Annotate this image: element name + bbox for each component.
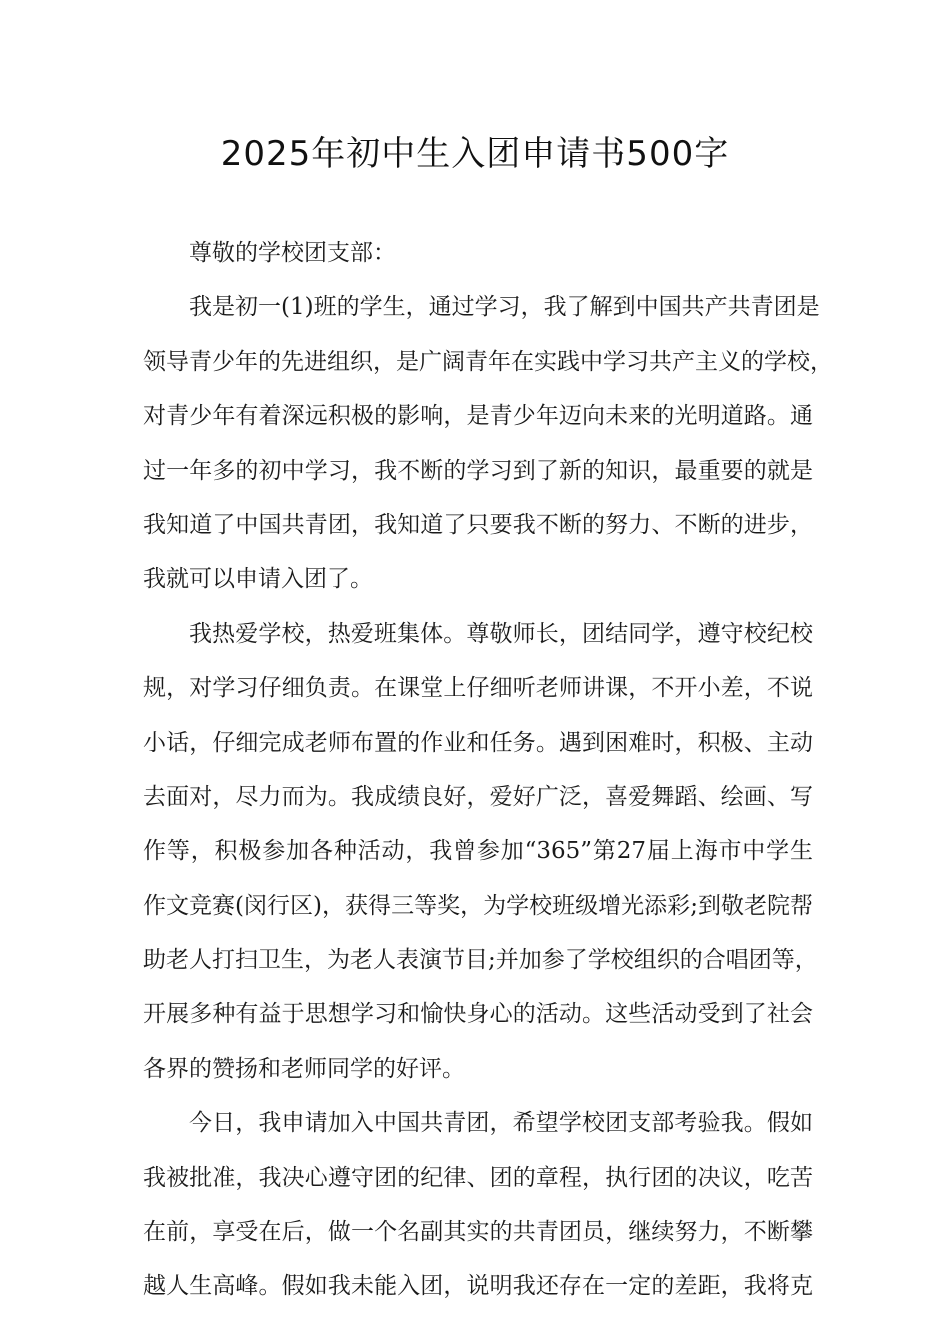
text-line: 作文竞赛(闵行区)，获得三等奖，为学校班级增光添彩;到敬老院帮	[143, 892, 813, 919]
text-line: 领导青少年的先进组织，是广阔青年在实践中学习共产主义的学校，	[143, 348, 833, 375]
text-line: 开展多种有益于思想学习和愉快身心的活动。这些活动受到了社会	[143, 1001, 813, 1028]
document-body	[143, 226, 833, 1314]
text-line: 小话，仔细完成老师布置的作业和任务。遇到困难时，积极、主动	[143, 729, 813, 756]
text-line: 各界的赞扬和老师同学的好评。	[143, 1055, 465, 1082]
paragraph-2	[143, 607, 818, 1097]
text-line: 对青少年有着深远积极的影响，是青少年迈向未来的光明道路。通	[143, 403, 813, 430]
salutation: 尊敬的学校团支部：	[189, 240, 396, 266]
text-line: 我热爱学校，热爱班集体。尊敬师长，团结同学，遵守校纪校	[189, 620, 813, 647]
text-line: 我知道了中国共青团，我知道了只要我不断的努力、不断的进步，	[143, 511, 813, 538]
text-line: 我是初一(1)班的学生，通过学习，我了解到中国共产共青团是	[189, 294, 820, 321]
text-line: 越人生高峰。假如我未能入团，说明我还存在一定的差距，我将克	[143, 1273, 813, 1300]
text-line: 我被批准，我决心遵守团的纪律、团的章程，执行团的决议，吃苦	[143, 1164, 813, 1191]
document-title: 2025年初中生入团申请书500字	[220, 134, 730, 174]
text-line: 在前，享受在后，做一个名副其实的共青团员，继续努力，不断攀	[143, 1219, 813, 1246]
text-line: 助老人打扫卫生，为老人表演节目;并加参了学校组织的合唱团等，	[143, 947, 818, 974]
text-line: 规，对学习仔细负责。在课堂上仔细听老师讲课，不开小差，不说	[143, 675, 813, 702]
text-line: 今日，我申请加入中国共青团，希望学校团支部考验我。假如	[189, 1110, 813, 1137]
paragraph-1	[143, 280, 833, 606]
text-line: 去面对，尽力而为。我成绩良好，爱好广泛，喜爱舞蹈、绘画、写	[143, 783, 813, 810]
paragraph-3	[143, 1096, 813, 1314]
text-line: 作等，积极参加各种活动，我曾参加“365”第27届上海市中学生	[143, 838, 813, 865]
text-line: 过一年多的初中学习，我不断的学习到了新的知识，最重要的就是	[143, 457, 813, 484]
text-line: 我就可以申请入团了。	[143, 566, 373, 593]
